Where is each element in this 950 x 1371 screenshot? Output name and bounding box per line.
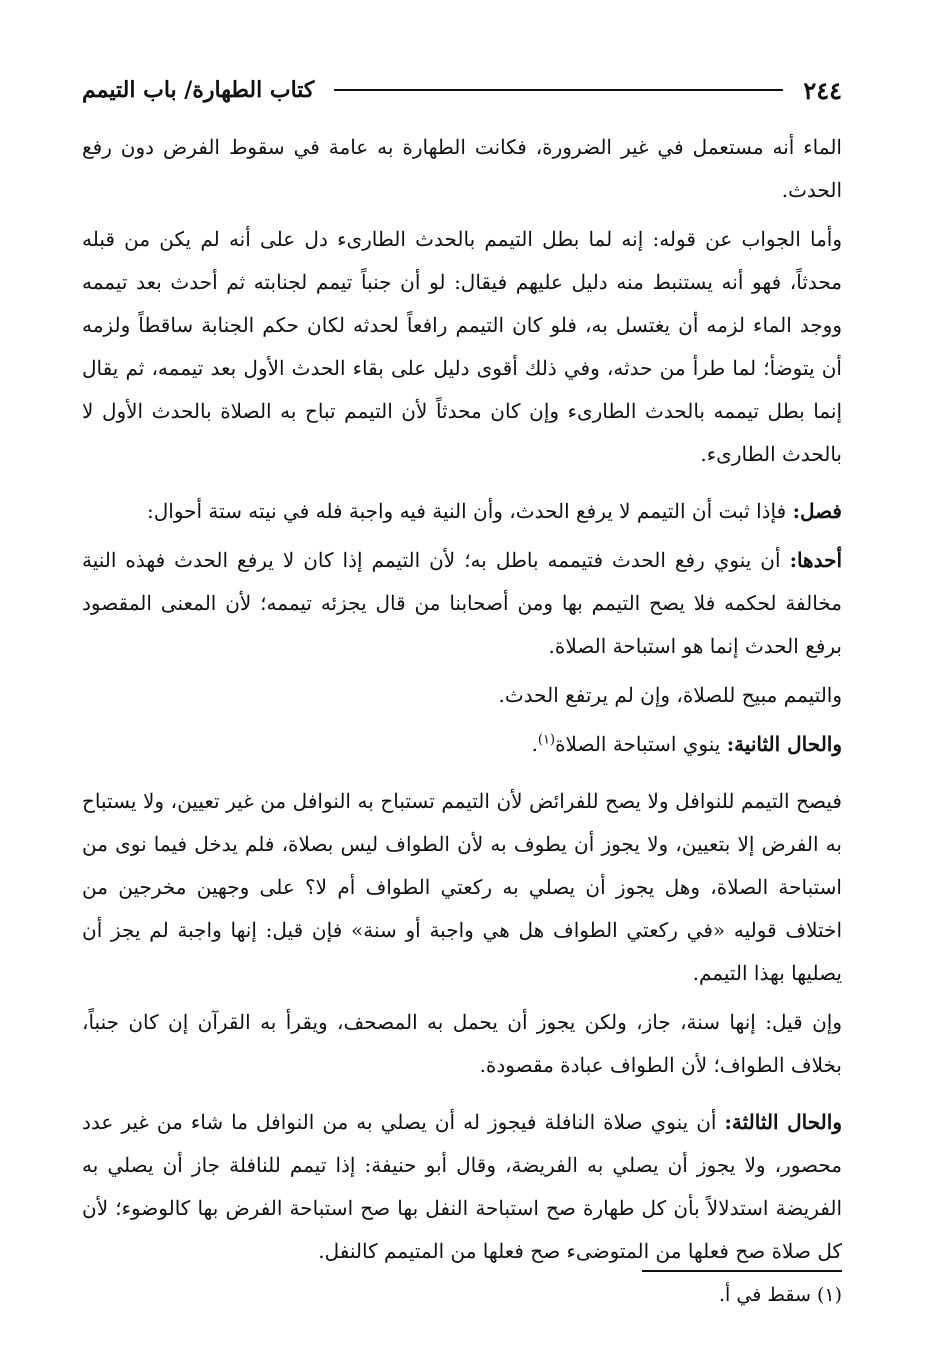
footnote-rule (642, 1270, 842, 1272)
case-heading: والحال الثانية: (726, 732, 842, 756)
paragraph-text: ينوي استباحة الصلاة (555, 732, 721, 756)
paragraph (82, 218, 842, 476)
case-heading: أحدها: (789, 548, 843, 572)
paragraph (82, 780, 842, 995)
paragraph (82, 490, 842, 533)
footnote-reference: (١) (537, 732, 556, 748)
paragraph-text: وأما الجواب عن قوله: إنه لما بطل التيمم بالحدث الطارىء دل على أنه لم يكن من قبله محدثاً، فهو أنه يستنبط منه دليل عليهم فيقال: لو أن جنباً تيمم لجنابته ثم أحدث بعد تيممه ووجد الماء لزمه أن يغتسل به، فلو كان التيمم رافعاً لحدثه لكان حكم الجنابة ساقطاً ولزمه أن يتوضأ؛ لما طرأ من حدثه، وفي ذلك أقوى دليل على بقاء الحدث الأول بعد تيممه، ثم يقال إنما بطل تيممه بالحدث الطارىء وإن كان محدثاً لأن التيمم تباح به الصلاة بالحدث الأول لا بالحدث الطارىء. (82, 227, 842, 466)
page-header (82, 70, 842, 110)
running-title: كتاب الطهارة/ باب التيمم (82, 77, 315, 103)
paragraph (82, 126, 842, 212)
footnote (442, 1284, 842, 1306)
paragraph-text: الماء أنه مستعمل في غير الضرورة، فكانت الطهارة به عامة في سقوط الفرض دون رفع الحدث. (82, 135, 842, 202)
case-heading: والحال الثالثة: (724, 1110, 842, 1134)
page-body (82, 126, 842, 1273)
paragraph-text: أن ينوي صلاة النافلة فيجوز له أن يصلي به من النوافل ما شاء من غير عدد محصور، ولا يجوز أن يصلي به الفريضة، وقال أبو حنيفة: إذا تيمم للنافلة جاز أن يصلي به الفريضة استدلالاً بأن كل طهارة صح استباحة النفل بها صح استباحة الفرض بها كالوضوء؛ لأن كل صلاة صح فعلها من المتوضىء صح فعلها من المتيمم كالنفل. (82, 1110, 842, 1263)
footnote-marker: (١) (816, 1284, 842, 1306)
paragraph (82, 1101, 842, 1273)
paragraph (82, 539, 842, 668)
paragraph (82, 674, 842, 717)
paragraph-tail: . (531, 732, 538, 756)
paragraph-text: والتيمم مبيح للصلاة، وإن لم يرتفع الحدث. (498, 683, 842, 707)
section-heading: فصل: (792, 499, 842, 523)
paragraph-text: أن ينوي رفع الحدث فتيممه باطل به؛ لأن التيمم إذا كان لا يرفع الحدث فهذه النية مخالفة لحكمه فلا يصح التيمم بها ومن أصحابنا من قال يجزئه تيممه؛ لأن المعنى المقصود برفع الحدث إنما هو استباحة الصلاة. (82, 548, 842, 658)
paragraph (82, 1001, 842, 1087)
page-number: ٢٤٤ (803, 75, 842, 105)
footnote-text: سقط في أ. (719, 1284, 811, 1306)
book-page (82, 70, 842, 1279)
header-rule (334, 89, 783, 91)
paragraph (82, 723, 842, 766)
paragraph-text: فإذا ثبت أن التيمم لا يرفع الحدث، وأن النية فيه واجبة فله في نيته ستة أحوال: (147, 499, 787, 523)
paragraph-text: وإن قيل: إنها سنة، جاز، ولكن يجوز أن يحمل به المصحف، ويقرأ به القرآن إن كان جنباً، بخلاف الطواف؛ لأن الطواف عبادة مقصودة. (82, 1010, 842, 1077)
paragraph-text: فيصح التيمم للنوافل ولا يصح للفرائض لأن التيمم تستباح به النوافل من غير تعيين، ولا يستباح به الفرض إلا بتعيين، ولا يجوز أن يطوف به لأن الطواف ليس بصلاة، فلم يدخل فيما نوى من استباحة الصلاة، وهل يجوز أن يصلي به ركعتي الطواف أم لا؟ على وجهين مخرجين من اختلاف قوليه «في ركعتي الطواف هل هي واجبة أو سنة» فإن قيل: إنها واجبة لم يجز أن يصليها بهذا التيمم. (82, 789, 842, 985)
